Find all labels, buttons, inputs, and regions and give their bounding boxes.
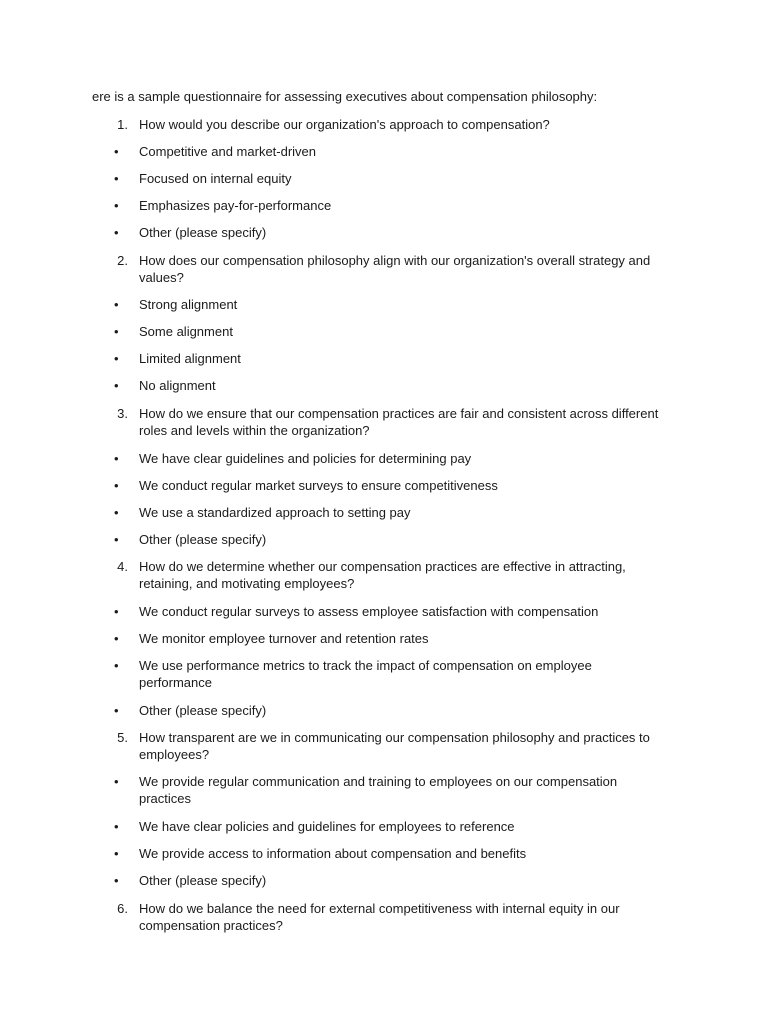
intro-paragraph: ere is a sample questionnaire for assessing executives about compensation philosophy: (92, 89, 598, 104)
bullet-icon: • (114, 631, 119, 646)
answer-option-text-line-1: We use performance metrics to track the impact of compensation on employee (139, 658, 592, 673)
bullet-icon: • (114, 144, 119, 159)
answer-option-text: We have clear policies and guidelines for employees to reference (139, 819, 515, 834)
answer-option-text: We conduct regular surveys to assess employee satisfaction with compensation (139, 604, 599, 619)
answer-option-text: We use a standardized approach to setting pay (139, 505, 411, 520)
bullet-icon: • (114, 324, 119, 339)
answer-option-text-line-2: practices (139, 791, 192, 806)
answer-option-text: We provide access to information about compensation and benefits (139, 846, 527, 861)
answer-option-text: Emphasizes pay-for-performance (139, 198, 332, 213)
question-number: 1. (117, 117, 128, 132)
question-text: How would you describe our organization's approach to compensation? (139, 117, 550, 132)
answer-option-text: Other (please specify) (139, 873, 267, 888)
bullet-icon: • (114, 297, 119, 312)
question-number: 4. (117, 559, 128, 574)
bullet-icon: • (114, 774, 119, 789)
question-text-line-1: How transparent are we in communicating our compensation philosophy and practices to (139, 730, 650, 745)
question-text-line-1: How does our compensation philosophy align with our organization's overall strategy and (139, 253, 651, 268)
answer-option-text: Competitive and market-driven (139, 144, 317, 159)
bullet-icon: • (114, 532, 119, 547)
question-text-line-2: values? (139, 270, 184, 285)
question-number: 5. (117, 730, 128, 745)
answer-option-text: Limited alignment (139, 351, 241, 366)
bullet-icon: • (114, 604, 119, 619)
bullet-icon: • (114, 451, 119, 466)
bullet-icon: • (114, 819, 119, 834)
bullet-icon: • (114, 505, 119, 520)
bullet-icon: • (114, 198, 119, 213)
bullet-icon: • (114, 846, 119, 861)
bullet-icon: • (114, 378, 119, 393)
answer-option-text: We conduct regular market surveys to ensure competitiveness (139, 478, 498, 493)
answer-option-text: We have clear guidelines and policies for determining pay (139, 451, 472, 466)
question-text-line-2: compensation practices? (139, 918, 283, 933)
question-number: 3. (117, 406, 128, 421)
answer-option-text: Other (please specify) (139, 532, 267, 547)
bullet-icon: • (114, 171, 119, 186)
question-text-line-1: How do we determine whether our compensation practices are effective in attracting, (139, 559, 626, 574)
answer-option-text-line-2: performance (139, 675, 212, 690)
answer-option-text: We monitor employee turnover and retention rates (139, 631, 429, 646)
bullet-icon: • (114, 703, 119, 718)
question-text-line-2: employees? (139, 747, 210, 762)
answer-option-text-line-1: We provide regular communication and training to employees on our compensation (139, 774, 618, 789)
answer-option-text: Some alignment (139, 324, 233, 339)
question-text-line-2: retaining, and motivating employees? (139, 576, 355, 591)
answer-option-text: Other (please specify) (139, 703, 267, 718)
question-text-line-1: How do we balance the need for external competitiveness with internal equity in our (139, 901, 620, 916)
bullet-icon: • (114, 658, 119, 673)
question-text-line-1: How do we ensure that our compensation practices are fair and consistent across different (139, 406, 659, 421)
answer-option-text: No alignment (139, 378, 216, 393)
answer-option-text: Focused on internal equity (139, 171, 292, 186)
bullet-icon: • (114, 351, 119, 366)
question-number: 6. (117, 901, 128, 916)
question-number: 2. (117, 253, 128, 268)
bullet-icon: • (114, 478, 119, 493)
bullet-icon: • (114, 225, 119, 240)
answer-option-text: Strong alignment (139, 297, 238, 312)
question-text-line-2: roles and levels within the organization? (139, 423, 370, 438)
bullet-icon: • (114, 873, 119, 888)
answer-option-text: Other (please specify) (139, 225, 267, 240)
